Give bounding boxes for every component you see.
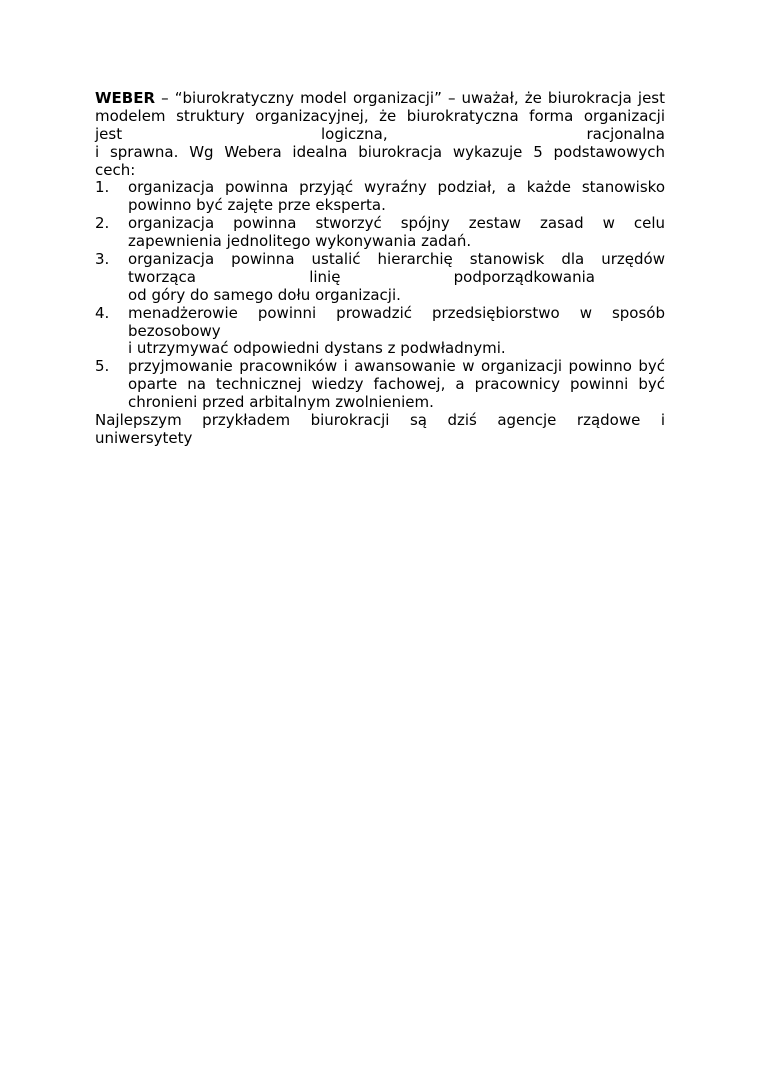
closing-line: uniwersytety	[95, 428, 193, 447]
list-item	[95, 215, 665, 251]
list-number: 2.	[95, 214, 110, 233]
intro-line: i sprawna. Wg Webera idealna biurokracja wykazuje 5 podstawowych	[95, 142, 665, 161]
list-line: bezosobowy	[128, 321, 221, 340]
list-item	[95, 251, 665, 305]
list-number: 4.	[95, 303, 110, 322]
list-line: od góry do samego dołu organizacji.	[128, 285, 401, 304]
intro-line: modelem struktury organizacyjnej, że biurokratyczna forma organizacji	[95, 106, 665, 125]
list-line: i utrzymywać odpowiedni dystans z podwładnymi.	[128, 339, 506, 358]
intro-line: jest logiczna, racjonalna	[95, 124, 665, 143]
weber-heading: WEBER	[95, 89, 156, 107]
intro-line: WEBER – “biurokratyczny model organizacji” – uważał, że biurokracja jest	[95, 89, 665, 107]
list-number: 5.	[95, 357, 110, 376]
list-line: organizacja powinna przyjąć wyraźny podział, a każde stanowisko	[128, 178, 665, 197]
features-list	[95, 179, 665, 412]
intro-paragraph	[95, 90, 665, 179]
list-line: menadżerowie powinni prowadzić przedsiębiorstwo w sposób	[128, 303, 665, 322]
list-line: zapewnienia jednolitego wykonywania zadań.	[128, 232, 472, 251]
list-item	[95, 179, 665, 215]
list-number: 1.	[95, 178, 110, 197]
document-page	[95, 90, 665, 448]
list-line: przyjmowanie pracowników i awansowanie w organizacji powinno być	[128, 357, 665, 376]
list-number: 3.	[95, 250, 110, 269]
list-line: chronieni przed arbitalnym zwolnieniem.	[128, 393, 434, 412]
list-line: organizacja powinna ustalić hierarchię stanowisk dla urzędów	[128, 250, 665, 269]
list-line: oparte na technicznej wiedzy fachowej, a pracownicy powinni być	[128, 375, 665, 394]
list-item	[95, 305, 665, 359]
intro-line: cech:	[95, 160, 136, 179]
closing-line: Najlepszym przykładem biurokracji są dziś agencje rządowe i	[95, 411, 665, 430]
list-line: tworząca linię podporządkowania	[128, 267, 595, 286]
closing-paragraph	[95, 412, 665, 448]
list-item	[95, 358, 665, 412]
list-line: powinno być zajęte prze eksperta.	[128, 196, 386, 215]
list-line: organizacja powinna stworzyć spójny zestaw zasad w celu	[128, 214, 665, 233]
